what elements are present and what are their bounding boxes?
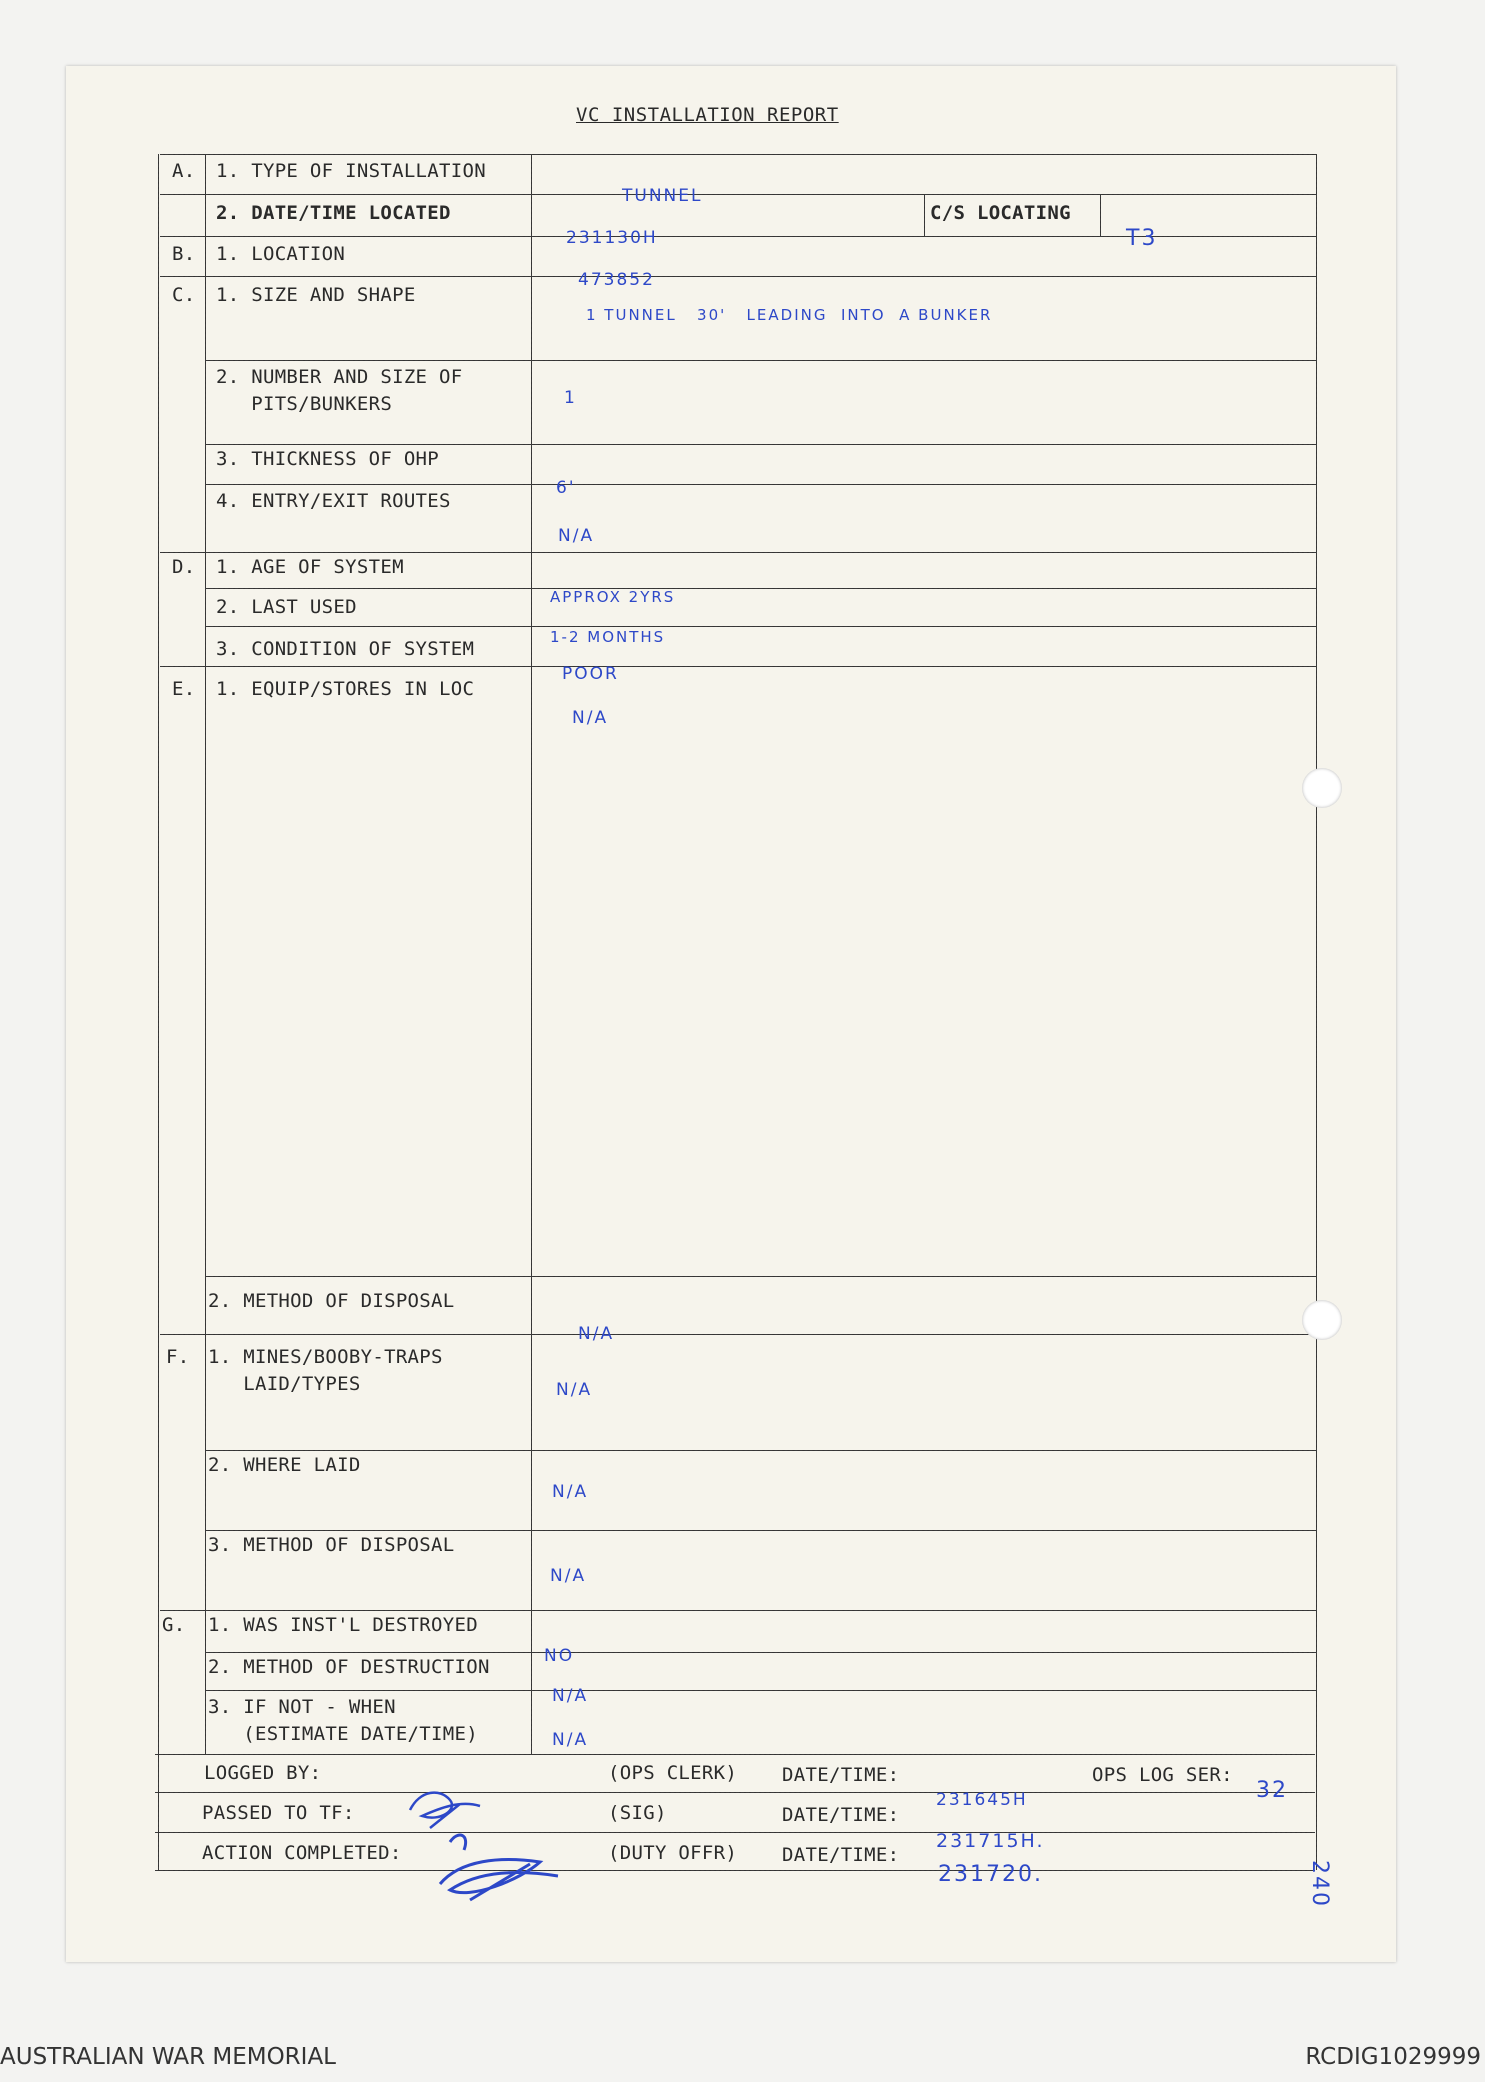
- section-letter-g: G.: [162, 1614, 186, 1636]
- row-rule: [205, 626, 1317, 627]
- section-column-divider: [205, 154, 206, 1754]
- hw-ops-log-ser: 32: [1256, 1778, 1288, 1803]
- row-rule: [155, 1754, 1315, 1755]
- hw-if-not-when: N/A: [552, 1730, 589, 1750]
- cs-column-divider-2: [1100, 194, 1101, 236]
- hw-date-time-located: 231130H: [566, 228, 658, 248]
- section-letter-c: C.: [172, 284, 196, 306]
- hw-type-of-installation: TUNNEL: [622, 186, 703, 206]
- row-rule: [205, 1652, 1317, 1653]
- cs-column-divider: [924, 194, 925, 236]
- field-cs-locating: C/S LOCATING: [930, 202, 1071, 224]
- table-bottom-border: [155, 1870, 1315, 1871]
- duty-offr-label: (DUTY OFFR): [608, 1842, 738, 1864]
- ops-log-ser-label: OPS LOG SER:: [1092, 1764, 1233, 1786]
- hw-was-destroyed: NO: [544, 1646, 575, 1666]
- logged-by-label: LOGGED BY:: [204, 1762, 322, 1784]
- field-location: 1. LOCATION: [216, 243, 346, 265]
- hw-cs-locating: T3: [1126, 226, 1158, 251]
- row-rule: [205, 444, 1317, 445]
- row-rule: [205, 1530, 1317, 1531]
- field-method-of-disposal-e: 2. METHOD OF DISPOSAL: [208, 1290, 455, 1312]
- footer-record-id: RCDIG1029999: [1305, 2044, 1481, 2070]
- hw-date-time-1: 231645H: [936, 1790, 1028, 1810]
- field-mines-booby-traps-line2: LAID/TYPES: [208, 1373, 361, 1395]
- field-size-and-shape: 1. SIZE AND SHAPE: [216, 284, 416, 306]
- hw-location: 473852: [578, 270, 655, 290]
- row-rule: [160, 1334, 1317, 1335]
- field-date-time-located: 2. DATE/TIME LOCATED: [216, 202, 451, 224]
- row-rule: [205, 1450, 1317, 1451]
- hw-date-time-3: 231720.: [938, 1862, 1043, 1887]
- row-rule: [205, 1690, 1317, 1691]
- hw-method-of-disposal-f: N/A: [550, 1566, 587, 1586]
- row-rule: [160, 194, 1317, 195]
- hw-last-used: 1-2 MONTHS: [550, 628, 666, 646]
- table-left-border: [158, 154, 159, 1870]
- row-rule: [205, 360, 1317, 361]
- row-rule: [205, 588, 1317, 589]
- section-letter-e: E.: [172, 678, 196, 700]
- hw-date-time-2: 231715H.: [936, 1830, 1045, 1852]
- row-rule: [205, 484, 1317, 485]
- section-letter-a: A.: [172, 160, 196, 182]
- field-if-not-when-line2: (ESTIMATE DATE/TIME): [208, 1723, 478, 1745]
- hw-method-of-destruction: N/A: [552, 1686, 589, 1706]
- hw-page-number: 240: [1307, 1860, 1332, 1908]
- table-top-border: [160, 154, 1317, 155]
- hw-size-and-shape: 1 TUNNEL 30' LEADING INTO A BUNKER: [586, 306, 993, 324]
- row-rule: [205, 1276, 1317, 1277]
- field-number-size-pits: 2. NUMBER AND SIZE OF: [216, 366, 463, 388]
- label-column-divider: [531, 154, 532, 1754]
- hw-condition: POOR: [562, 664, 619, 684]
- hw-age-of-system: APPROX 2YRS: [550, 588, 676, 606]
- field-method-of-disposal-f: 3. METHOD OF DISPOSAL: [208, 1534, 455, 1556]
- ops-clerk-label: (OPS CLERK): [608, 1762, 738, 1784]
- row-rule: [160, 666, 1317, 667]
- action-completed-label: ACTION COMPLETED:: [202, 1842, 402, 1864]
- field-mines-booby-traps: 1. MINES/BOOBY-TRAPS: [208, 1346, 443, 1368]
- date-time-label-3: DATE/TIME:: [782, 1844, 900, 1866]
- row-rule: [160, 276, 1317, 277]
- punch-hole-bottom: [1302, 1300, 1342, 1340]
- table-right-border: [1316, 154, 1317, 1870]
- punch-hole-top: [1302, 768, 1342, 808]
- row-rule: [155, 1792, 1315, 1793]
- date-time-label-2: DATE/TIME:: [782, 1804, 900, 1826]
- hw-pits-bunkers: 1: [564, 388, 577, 408]
- hw-thickness-ohp: 6': [556, 478, 576, 498]
- field-last-used: 2. LAST USED: [216, 596, 357, 618]
- row-rule: [155, 1832, 1315, 1833]
- field-equip-stores: 1. EQUIP/STORES IN LOC: [216, 678, 475, 700]
- field-number-size-pits-line2: PITS/BUNKERS: [216, 393, 393, 415]
- hw-equip-stores: N/A: [572, 708, 609, 728]
- hw-mines-booby-traps: N/A: [556, 1380, 593, 1400]
- sig-label: (SIG): [608, 1802, 667, 1824]
- field-condition-of-system: 3. CONDITION OF SYSTEM: [216, 638, 475, 660]
- section-letter-d: D.: [172, 556, 196, 578]
- section-letter-b: B.: [172, 243, 196, 265]
- field-age-of-system: 1. AGE OF SYSTEM: [216, 556, 404, 578]
- hw-entry-exit: N/A: [558, 526, 595, 546]
- passed-to-tf-label: PASSED TO TF:: [202, 1802, 355, 1824]
- date-time-label-1: DATE/TIME:: [782, 1764, 900, 1786]
- field-was-destroyed: 1. WAS INST'L DESTROYED: [208, 1614, 478, 1636]
- field-method-of-destruction: 2. METHOD OF DESTRUCTION: [208, 1656, 490, 1678]
- field-entry-exit-routes: 4. ENTRY/EXIT ROUTES: [216, 490, 451, 512]
- field-if-not-when: 3. IF NOT - WHEN: [208, 1696, 396, 1718]
- field-type-of-installation: 1. TYPE OF INSTALLATION: [216, 160, 486, 182]
- hw-method-of-disposal-e: N/A: [578, 1324, 615, 1344]
- hw-where-laid: N/A: [552, 1482, 589, 1502]
- footer-archive-name: AUSTRALIAN WAR MEMORIAL: [0, 2044, 336, 2070]
- row-rule: [160, 552, 1317, 553]
- field-thickness-ohp: 3. THICKNESS OF OHP: [216, 448, 440, 470]
- row-rule: [160, 1610, 1317, 1611]
- section-letter-f: F.: [166, 1346, 190, 1368]
- signature-action-completed: [430, 1820, 570, 1910]
- report-title: VC INSTALLATION REPORT: [576, 104, 839, 126]
- field-where-laid: 2. WHERE LAID: [208, 1454, 361, 1476]
